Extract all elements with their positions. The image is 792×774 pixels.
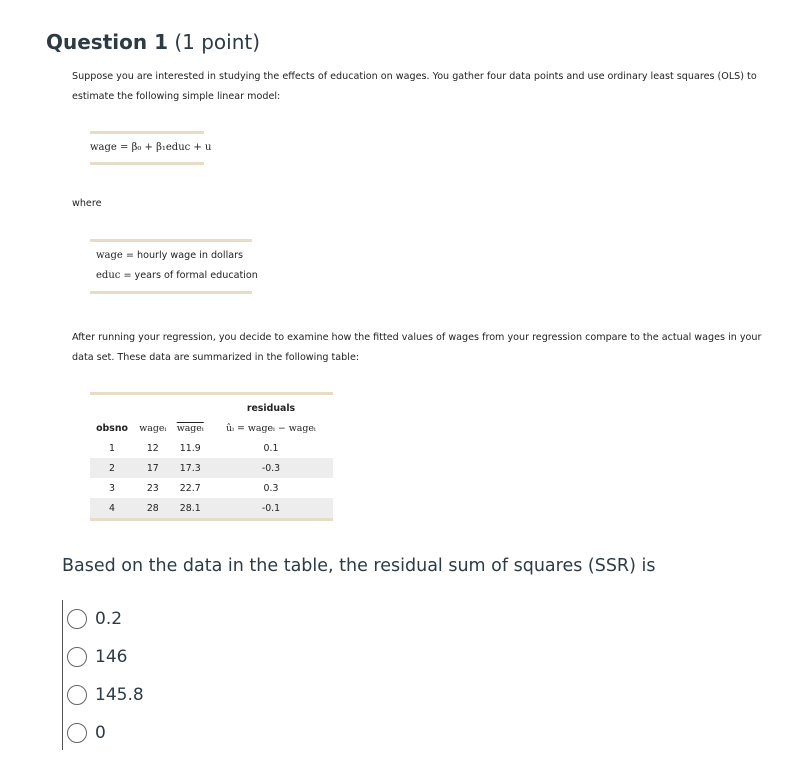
model-equation: wage = β₀ + β₁educ + u (90, 142, 212, 153)
column-header: ûᵢ = wageᵢ − wageᵢ (226, 422, 316, 434)
column-header: wageᵢ (176, 422, 204, 434)
data-table (90, 398, 333, 518)
radio-button[interactable] (67, 723, 87, 743)
table-row: 1 12 11.9 0.1 (109, 442, 279, 454)
option-4[interactable] (63, 714, 144, 752)
question-prompt: Based on the data in the table, the residual sum of squares (SSR) is (62, 556, 656, 576)
divider (90, 392, 333, 395)
divider (90, 131, 204, 134)
option-label[interactable]: 0 (95, 723, 106, 743)
question-title (46, 30, 260, 54)
table-row: 2 17 17.3 -0.3 (90, 458, 333, 478)
table-row: 3 23 22.7 0.3 (109, 482, 279, 494)
residuals-header: residuals (246, 402, 296, 414)
divider (90, 518, 333, 521)
column-header: obsno (96, 422, 128, 434)
option-label[interactable]: 0.2 (95, 609, 123, 629)
definition-educ: educ = years of formal education (96, 270, 258, 281)
question-number: Question 1 (46, 30, 168, 54)
divider (90, 239, 252, 242)
answer-options (62, 600, 144, 750)
column-header: wageᵢ (139, 422, 167, 434)
table-row: 4 28 28.1 -0.1 (90, 498, 333, 518)
context-text: After running your regression, you decide to examine how the fitted values of wages from your regression compare to the actual wages in your data set. These data are summarized in the following table: (72, 332, 762, 363)
option-label[interactable]: 145.8 (95, 685, 144, 705)
definition-wage: wage = hourly wage in dollars (96, 250, 244, 261)
divider (90, 291, 252, 294)
where-label: where (72, 198, 102, 209)
radio-button[interactable] (67, 685, 87, 705)
intro-text: Suppose you are interested in studying the effects of education on wages. You gather four data points and use ordinary least squares (OLS) to estimate the following simple linear model: (72, 71, 757, 102)
option-2[interactable] (63, 638, 144, 676)
radio-button[interactable] (67, 609, 87, 629)
option-label[interactable]: 146 (95, 647, 128, 667)
divider (90, 162, 204, 165)
radio-button[interactable] (67, 647, 87, 667)
option-1[interactable] (63, 600, 144, 638)
option-3[interactable] (63, 676, 144, 714)
question-points: (1 point) (174, 30, 261, 54)
